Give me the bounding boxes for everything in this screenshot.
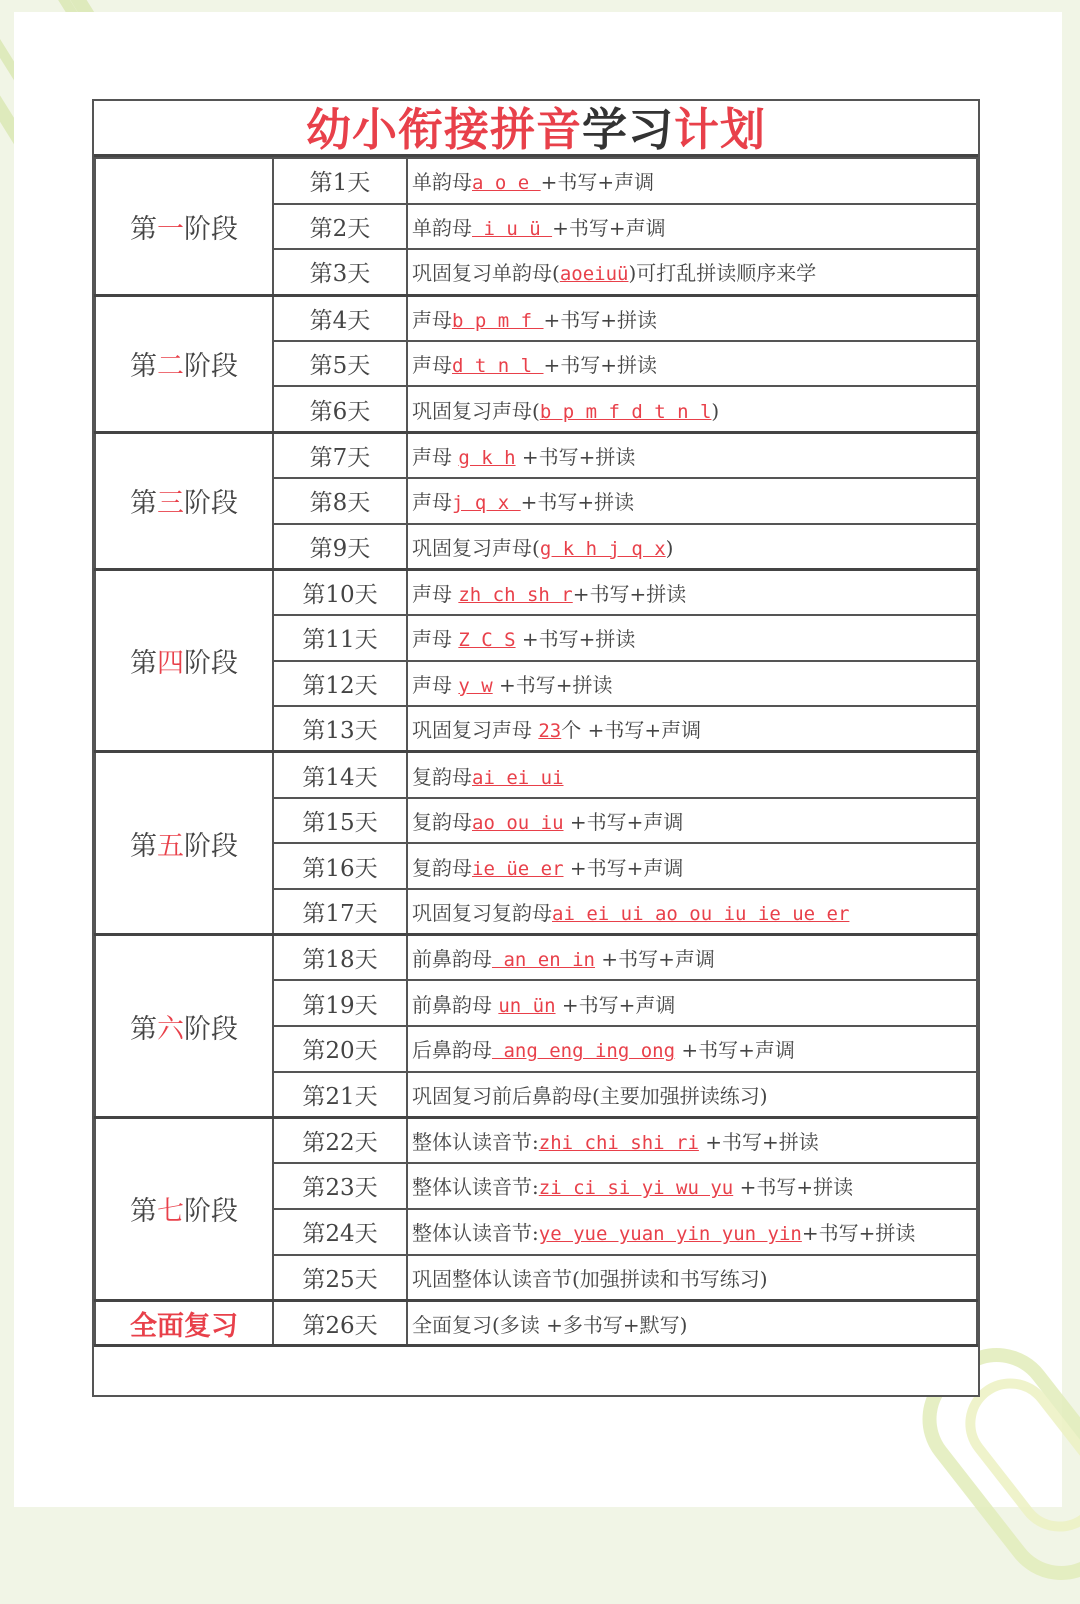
content-text: 巩固复习声母( bbox=[412, 398, 540, 423]
content-text: +书写+拼读 bbox=[543, 307, 658, 332]
content-text: 声母 bbox=[412, 627, 459, 652]
title-part: 学习 bbox=[581, 103, 674, 156]
table-row bbox=[95, 569, 977, 615]
content-text: +书写+声调 bbox=[540, 170, 655, 195]
content-cell bbox=[407, 1117, 977, 1163]
day-cell: 第5天 bbox=[273, 341, 407, 387]
stage-label-part: 第 bbox=[130, 351, 157, 383]
content-text: +书写+声调 bbox=[563, 809, 684, 834]
stage-label bbox=[95, 752, 273, 935]
pinyin-highlight: ye yue yuan yin yun yin bbox=[538, 1223, 802, 1246]
content-cell bbox=[407, 798, 977, 844]
content-cell bbox=[407, 706, 977, 752]
content-text: 后鼻韵母 bbox=[412, 1038, 492, 1063]
day-cell: 第23天 bbox=[273, 1163, 407, 1209]
stage-label-part: 二 bbox=[157, 351, 184, 383]
content-text: +书写+拼读 bbox=[543, 353, 658, 378]
pinyin-highlight: i u ü bbox=[472, 218, 553, 241]
content-text: +书写+拼读 bbox=[515, 444, 636, 469]
content-text: 全面复习(多读 +多书写+默写) bbox=[412, 1312, 688, 1337]
content-text: 前鼻韵母 bbox=[412, 992, 499, 1017]
content-text: +书写+拼读 bbox=[520, 490, 635, 515]
day-cell: 第9天 bbox=[273, 524, 407, 570]
pinyin-highlight: aoeiuü bbox=[559, 263, 629, 286]
content-text: 复韵母 bbox=[412, 855, 472, 880]
stage-label bbox=[95, 295, 273, 432]
day-cell: 第3天 bbox=[273, 249, 407, 295]
pinyin-highlight: ie üe er bbox=[472, 857, 564, 880]
day-cell: 第8天 bbox=[273, 478, 407, 524]
stage-label-part: 四 bbox=[157, 648, 184, 680]
pinyin-highlight: b p m f bbox=[452, 309, 544, 332]
pinyin-highlight: ao ou iu bbox=[472, 811, 564, 834]
pinyin-highlight: ai ei ui ao ou iu ie ue er bbox=[552, 903, 850, 926]
pinyin-highlight: zhi chi shi ri bbox=[538, 1132, 699, 1155]
table-row bbox=[95, 1300, 977, 1346]
pinyin-highlight: y w bbox=[458, 674, 493, 697]
stage-label-part: 七 bbox=[157, 1196, 184, 1228]
content-text: 巩固整体认读音节(加强拼读和书写练习) bbox=[412, 1266, 768, 1291]
content-text: ) bbox=[665, 535, 674, 560]
content-text: 声母 bbox=[412, 353, 452, 378]
content-cell bbox=[407, 1209, 977, 1255]
table-row bbox=[95, 752, 977, 798]
stage-label-part: 第 bbox=[130, 1013, 157, 1045]
table-row bbox=[95, 432, 977, 478]
pinyin-highlight: g k h bbox=[458, 446, 516, 469]
day-cell: 第16天 bbox=[273, 843, 407, 889]
content-cell bbox=[407, 295, 977, 341]
stage-label-part: 第 bbox=[130, 213, 157, 245]
stage-label bbox=[95, 569, 273, 752]
day-cell: 第10天 bbox=[273, 569, 407, 615]
content-text: 巩固复习前后鼻韵母(主要加强拼读练习) bbox=[412, 1083, 768, 1108]
content-cell bbox=[407, 569, 977, 615]
stage-label-part: 第 bbox=[130, 648, 157, 680]
pinyin-highlight: g k h j q x bbox=[539, 537, 666, 560]
content-text: 复韵母 bbox=[412, 764, 472, 789]
stage-label-part: 三 bbox=[157, 488, 184, 520]
stage-label-part: 阶段 bbox=[184, 830, 238, 862]
content-text: 巩固复习复韵母 bbox=[412, 901, 552, 926]
stage-label-part: 阶段 bbox=[184, 648, 238, 680]
content-cell bbox=[407, 204, 977, 250]
page-title bbox=[94, 101, 978, 157]
pinyin-highlight: a o e bbox=[472, 172, 541, 195]
stage-label-part: 第 bbox=[130, 830, 157, 862]
day-cell: 第12天 bbox=[273, 661, 407, 707]
day-cell: 第6天 bbox=[273, 386, 407, 432]
content-text: +书写+声调 bbox=[594, 947, 715, 972]
content-text: 整体认读音节: bbox=[412, 1221, 539, 1246]
day-cell: 第15天 bbox=[273, 798, 407, 844]
content-text: 复韵母 bbox=[412, 809, 472, 834]
content-text: 巩固复习声母( bbox=[412, 535, 540, 560]
stage-label-part: 一 bbox=[157, 213, 184, 245]
day-cell: 第11天 bbox=[273, 615, 407, 661]
content-text: +书写+声调 bbox=[552, 216, 666, 241]
pinyin-highlight: j q x bbox=[452, 492, 521, 515]
stage-label bbox=[95, 1117, 273, 1300]
pinyin-highlight: d t n l bbox=[452, 355, 544, 378]
pinyin-highlight: ang eng ing ong bbox=[492, 1040, 676, 1063]
content-text: 声母 bbox=[412, 581, 459, 606]
content-text: 个 +书写+声调 bbox=[561, 718, 702, 743]
pinyin-highlight: b p m f d t n l bbox=[539, 400, 712, 423]
table-row bbox=[95, 158, 977, 204]
content-text: 巩固复习单韵母( bbox=[412, 261, 560, 286]
content-text: 单韵母 bbox=[412, 216, 472, 241]
pinyin-highlight: zh ch sh r bbox=[458, 583, 573, 606]
content-text: +书写+声调 bbox=[555, 992, 676, 1017]
day-cell: 第22天 bbox=[273, 1117, 407, 1163]
content-text: 单韵母 bbox=[412, 170, 472, 195]
stage-label-part: 六 bbox=[157, 1013, 184, 1045]
content-text: 声母 bbox=[412, 672, 459, 697]
pinyin-highlight: ai ei ui bbox=[472, 766, 564, 789]
content-cell bbox=[407, 249, 977, 295]
content-cell bbox=[407, 843, 977, 889]
stage-label bbox=[95, 1300, 273, 1346]
day-cell: 第25天 bbox=[273, 1255, 407, 1301]
content-cell bbox=[407, 1072, 977, 1118]
stage-label-part: 阶段 bbox=[184, 351, 238, 383]
content-text: +书写+拼读 bbox=[572, 581, 687, 606]
stage-label-part: 五 bbox=[157, 830, 184, 862]
content-text: 整体认读音节: bbox=[412, 1175, 539, 1200]
day-cell: 第13天 bbox=[273, 706, 407, 752]
content-cell bbox=[407, 1026, 977, 1072]
stage-label bbox=[95, 158, 273, 295]
day-cell: 第7天 bbox=[273, 432, 407, 478]
content-cell bbox=[407, 478, 977, 524]
stage-label bbox=[95, 432, 273, 569]
study-plan-sheet bbox=[92, 99, 980, 1397]
stage-label-part: 阶段 bbox=[184, 1013, 238, 1045]
stage-label-part: 第 bbox=[130, 488, 157, 520]
plan-table bbox=[94, 157, 978, 1347]
content-text: +书写+拼读 bbox=[733, 1175, 854, 1200]
day-cell: 第14天 bbox=[273, 752, 407, 798]
day-cell: 第4天 bbox=[273, 295, 407, 341]
day-cell: 第26天 bbox=[273, 1300, 407, 1346]
day-cell: 第1天 bbox=[273, 158, 407, 204]
stage-label-part: 阶段 bbox=[184, 213, 238, 245]
table-row bbox=[95, 935, 977, 981]
table-row bbox=[95, 1117, 977, 1163]
title-part: 计划 bbox=[674, 103, 767, 156]
content-text: ) bbox=[711, 398, 720, 423]
day-cell: 第2天 bbox=[273, 204, 407, 250]
content-text: 声母 bbox=[412, 444, 459, 469]
day-cell: 第18天 bbox=[273, 935, 407, 981]
stage-label-part: 第 bbox=[130, 1196, 157, 1228]
content-text: 整体认读音节: bbox=[412, 1130, 539, 1155]
day-cell: 第21天 bbox=[273, 1072, 407, 1118]
content-cell bbox=[407, 386, 977, 432]
content-cell bbox=[407, 661, 977, 707]
pinyin-highlight: an en in bbox=[492, 949, 595, 972]
content-cell bbox=[407, 158, 977, 204]
content-cell bbox=[407, 1300, 977, 1346]
content-text: )可打乱拼读顺序来学 bbox=[628, 261, 817, 286]
stage-label bbox=[95, 935, 273, 1118]
content-cell bbox=[407, 980, 977, 1026]
stage-label-part: 阶段 bbox=[184, 488, 238, 520]
content-text: 声母 bbox=[412, 490, 452, 515]
stage-label-part: 阶段 bbox=[184, 1196, 238, 1228]
content-text: 前鼻韵母 bbox=[412, 947, 492, 972]
content-text: +书写+声调 bbox=[563, 855, 684, 880]
content-cell bbox=[407, 889, 977, 935]
content-cell bbox=[407, 1255, 977, 1301]
pinyin-highlight: 23 bbox=[538, 720, 562, 743]
day-cell: 第19天 bbox=[273, 980, 407, 1026]
pinyin-highlight: Z C S bbox=[458, 629, 516, 652]
table-row bbox=[95, 295, 977, 341]
content-cell bbox=[407, 752, 977, 798]
day-cell: 第24天 bbox=[273, 1209, 407, 1255]
day-cell: 第17天 bbox=[273, 889, 407, 935]
content-cell bbox=[407, 1163, 977, 1209]
content-text: +书写+拼读 bbox=[801, 1221, 916, 1246]
stage-label-part: 全面复习 bbox=[130, 1310, 238, 1342]
day-cell: 第20天 bbox=[273, 1026, 407, 1072]
content-cell bbox=[407, 341, 977, 387]
pinyin-highlight: zi ci si yi wu yu bbox=[538, 1177, 734, 1200]
title-part: 幼小衔接拼音 bbox=[305, 103, 582, 156]
content-text: 声母 bbox=[412, 307, 452, 332]
content-cell bbox=[407, 524, 977, 570]
content-text: 巩固复习声母 bbox=[412, 718, 539, 743]
content-text: +书写+拼读 bbox=[492, 672, 613, 697]
pinyin-highlight: un ün bbox=[498, 994, 556, 1017]
content-text: +书写+声调 bbox=[675, 1038, 795, 1063]
content-cell bbox=[407, 615, 977, 661]
content-text: +书写+拼读 bbox=[515, 627, 636, 652]
content-cell bbox=[407, 935, 977, 981]
content-text: +书写+拼读 bbox=[698, 1130, 819, 1155]
content-cell bbox=[407, 432, 977, 478]
